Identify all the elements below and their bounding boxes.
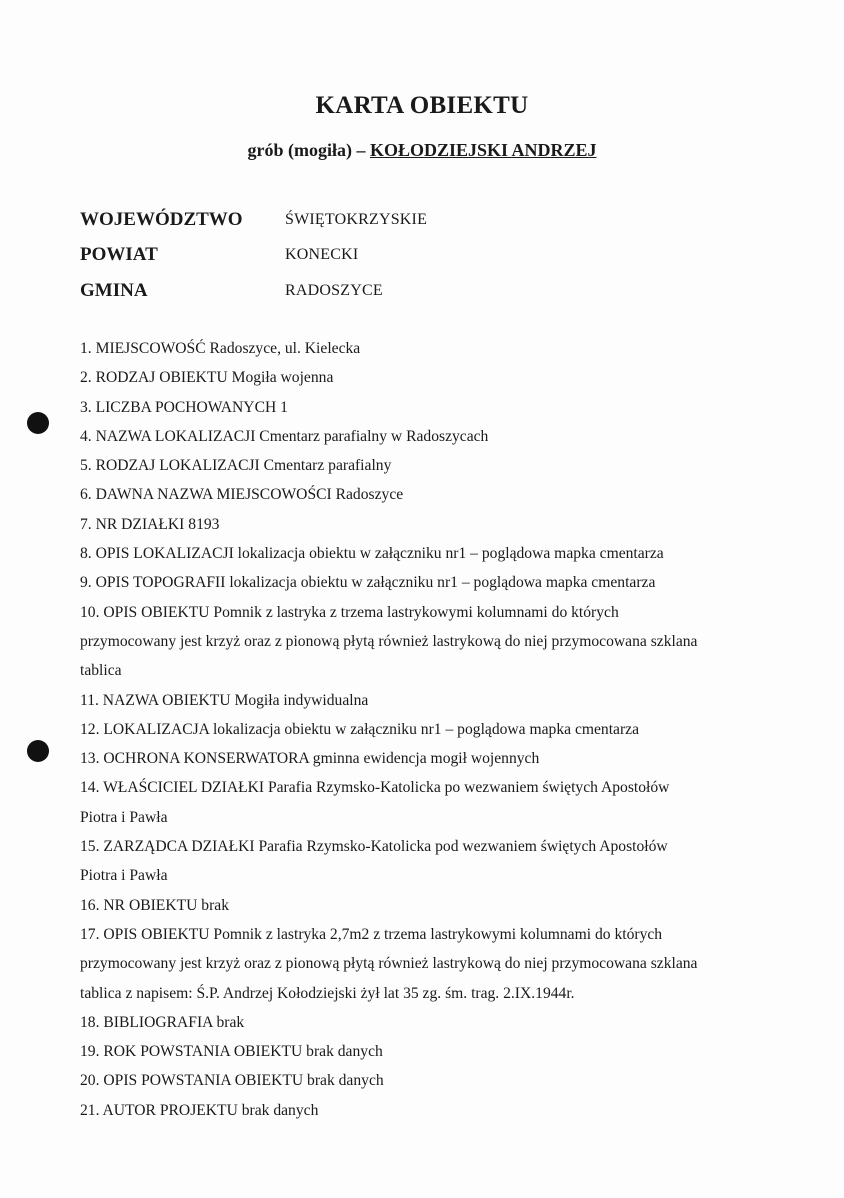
admin-value: RADOSZYCE bbox=[285, 281, 383, 299]
document-title: KARTA OBIEKTU bbox=[315, 92, 529, 119]
admin-row-voivodeship bbox=[80, 202, 427, 238]
list-item: 15. ZARZĄDCA DZIAŁKI Parafia Rzymsko-Katolicka pod wezwaniem świętych Apostołów bbox=[80, 838, 668, 856]
item-list bbox=[80, 334, 770, 1125]
list-item: 10. OPIS OBIEKTU Pomnik z lastryka z trzema lastrykowymi kolumnami do których bbox=[80, 603, 619, 621]
list-item: 12. LOKALIZACJA lokalizacja obiektu w załączniku nr1 – poglądowa mapka cmentarza bbox=[80, 720, 640, 738]
admin-row-commune bbox=[80, 273, 427, 309]
list-item: 5. RODZAJ LOKALIZACJI Cmentarz parafialny bbox=[80, 457, 392, 475]
list-item: tablica z napisem: Ś.P. Andrzej Kołodziejski żył lat 35 zg. śm. trag. 2.IX.1944r. bbox=[80, 984, 575, 1002]
list-item: 9. OPIS TOPOGRAFII lokalizacja obiektu w załączniku nr1 – poglądowa mapka cmentarza bbox=[80, 574, 656, 592]
list-item: 18. BIBLIOGRAFIA brak bbox=[80, 1013, 245, 1031]
list-item: 17. OPIS OBIEKTU Pomnik z lastryka 2,7m2 z trzema lastrykowymi kolumnami do których bbox=[80, 925, 663, 943]
list-item: Piotra i Pawła bbox=[80, 808, 168, 826]
list-item: 11. NAZWA OBIEKTU Mogiła indywidualna bbox=[80, 691, 369, 709]
list-item: 16. NR OBIEKTU brak bbox=[80, 896, 229, 914]
list-item: przymocowany jest krzyż oraz z pionową płytą również lastrykową do niej przymocowana szklana bbox=[80, 955, 698, 973]
list-item: 4. NAZWA LOKALIZACJI Cmentarz parafialny w Radoszycach bbox=[80, 427, 489, 445]
subtitle-prefix: grób (mogiła) – bbox=[247, 140, 370, 160]
list-item: 6. DAWNA NAZWA MIEJSCOWOŚCI Radoszyce bbox=[80, 486, 404, 504]
list-item: 1. MIEJSCOWOŚĆ Radoszyce, ul. Kielecka bbox=[80, 340, 361, 357]
document-subtitle bbox=[0, 140, 844, 161]
punch-hole-bottom bbox=[27, 740, 49, 762]
list-item: 14. WŁAŚCICIEL DZIAŁKI Parafia Rzymsko-Katolicka po wezwaniem świętych Apostołów bbox=[80, 779, 670, 797]
list-item: tablica bbox=[80, 662, 122, 680]
list-item: 19. ROK POWSTANIA OBIEKTU brak danych bbox=[80, 1043, 383, 1061]
list-item: Piotra i Pawła bbox=[80, 867, 168, 885]
admin-value: ŚWIĘTOKRZYSKIE bbox=[285, 210, 428, 228]
subtitle-name: KOŁODZIEJSKI ANDRZEJ bbox=[369, 140, 597, 160]
list-item: 8. OPIS LOKALIZACJI lokalizacja obiektu w załączniku nr1 – poglądowa mapka cmentarza bbox=[80, 545, 664, 563]
list-item: 3. LICZBA POCHOWANYCH 1 bbox=[80, 398, 288, 416]
list-item: przymocowany jest krzyż oraz z pionową płytą również lastrykową do niej przymocowana szklana bbox=[80, 632, 698, 650]
admin-section bbox=[80, 202, 427, 309]
punch-hole-top bbox=[27, 412, 49, 434]
admin-label: WOJEWÓDZTWO bbox=[80, 208, 243, 230]
admin-label: POWIAT bbox=[80, 244, 158, 266]
list-item: 2. RODZAJ OBIEKTU Mogiła wojenna bbox=[80, 369, 334, 387]
list-item: 20. OPIS POWSTANIA OBIEKTU brak danych bbox=[80, 1072, 384, 1090]
admin-label: GMINA bbox=[80, 279, 148, 301]
admin-row-county bbox=[80, 238, 427, 274]
list-item: 13. OCHRONA KONSERWATORA gminna ewidencja mogił wojennych bbox=[80, 750, 540, 768]
list-item: 21. AUTOR PROJEKTU brak danych bbox=[80, 1101, 319, 1119]
admin-value: KONECKI bbox=[285, 246, 359, 264]
list-item: 7. NR DZIAŁKI 8193 bbox=[80, 515, 220, 533]
